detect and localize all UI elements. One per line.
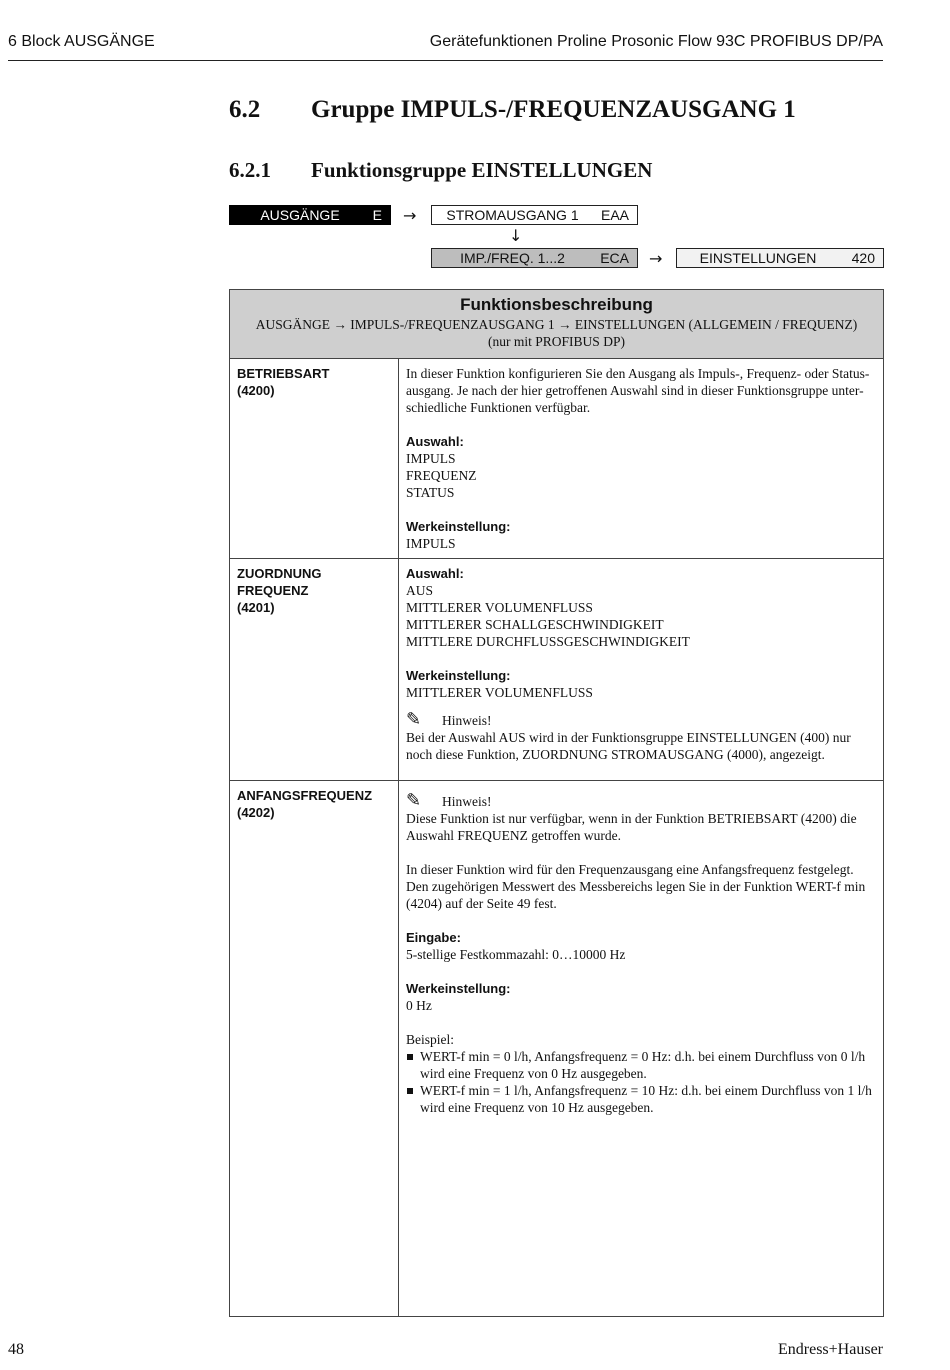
- section-number: 6.2: [229, 96, 261, 123]
- function-name-cell: [230, 359, 399, 559]
- hint-block: [406, 792, 876, 844]
- werkeinstellung-label: Werkeinstellung:: [406, 668, 511, 683]
- running-header-title: Gerätefunktionen Proline Prosonic Flow 93C PROFIBUS DP/PA: [429, 33, 883, 50]
- function-description-cell: [399, 359, 884, 559]
- eingabe-value: 5-stellige Festkommazahl: 0…10000 Hz: [406, 947, 626, 962]
- function-name: BETRIEBSART: [237, 366, 330, 381]
- running-header-chapter: 6 Block AUSGÄNGE: [8, 33, 155, 50]
- hint-label: Hinweis!: [442, 794, 492, 809]
- pencil-icon: ✎: [406, 790, 422, 811]
- function-number: (4202): [237, 805, 275, 820]
- nav-arrow-down: ↓: [509, 226, 523, 245]
- subsection-number: 6.2.1: [229, 158, 271, 182]
- option-item: MITTLERER VOLUMENFLUSS: [406, 600, 593, 615]
- brand-name: Endress+Hauser: [778, 1341, 883, 1358]
- option-item: STATUS: [406, 485, 455, 500]
- function-name: ANFANGSFREQUENZ: [237, 788, 373, 803]
- function-name: FREQUENZ: [237, 583, 309, 598]
- table-title: Funktionsbeschreibung: [460, 295, 653, 314]
- function-description-cell: [399, 559, 884, 781]
- nav-arrow-right-2: →: [649, 249, 663, 268]
- nav-group2-code: ECA: [600, 250, 629, 266]
- beispiel-label: Beispiel:: [406, 1032, 454, 1047]
- pencil-icon: ✎: [406, 709, 422, 730]
- nav-arrow-right-1: →: [403, 206, 417, 225]
- nav-block-box: [229, 205, 391, 225]
- table-menu-path: AUSGÄNGE → IMPULS-/FREQUENZAUSGANG 1 → EINSTELLUNGEN (ALLGEMEIN / FREQUENZ): [255, 317, 858, 332]
- nav-group1-label: STROMAUSGANG 1: [446, 207, 579, 223]
- eingabe-label: Eingabe:: [406, 930, 461, 945]
- nav-block-label: AUSGÄNGE: [260, 207, 340, 223]
- auswahl-label: Auswahl:: [406, 566, 464, 581]
- function-name-cell: [230, 559, 399, 781]
- table-row: [230, 359, 884, 559]
- function-number: (4201): [237, 600, 275, 615]
- section-heading: [229, 96, 796, 124]
- werkeinstellung-label: Werkeinstellung:: [406, 519, 511, 534]
- table-note: (nur mit PROFIBUS DP): [488, 334, 625, 349]
- option-item: MITTLERER SCHALLGESCHWINDIGKEIT: [406, 617, 664, 632]
- option-item: AUS: [406, 583, 434, 598]
- auswahl-label: Auswahl:: [406, 434, 464, 449]
- nav-group2-label: IMP./FREQ. 1...2: [460, 250, 565, 266]
- werkeinstellung-label: Werkeinstellung:: [406, 981, 511, 996]
- hint-label: Hinweis!: [442, 713, 492, 728]
- nav-group1-box: [431, 205, 638, 225]
- function-table: [229, 289, 884, 1317]
- werkeinstellung-value: MITTLERER VOLUMENFLUSS: [406, 685, 593, 700]
- nav-block-code: E: [372, 207, 382, 223]
- nav-funcgroup-box: [676, 248, 884, 268]
- table-row: [230, 781, 884, 1317]
- description-text: In dieser Funktion wird für den Frequenzausgang eine Anfangsfrequenz festgelegt. Den zugehörigen Messwert des Messbereichs legen Sie in der Funktion WERT-f min (4204) auf der Seite 49 fest.: [406, 862, 866, 911]
- example-list: [406, 1048, 876, 1116]
- hint-text: Bei der Auswahl AUS wird in der Funktionsgruppe EINSTELLUNGEN (400) nur noch diese Funktion, ZUORDNUNG STROMAUSGANG (4000), angezeigt.: [406, 730, 851, 762]
- section-title: Gruppe IMPULS-/FREQUENZAUSGANG 1: [311, 96, 796, 123]
- subsection-title: Funktionsgruppe EINSTELLUNGEN: [311, 158, 653, 182]
- nav-group1-code: EAA: [600, 207, 629, 223]
- hint-block: [406, 711, 876, 763]
- function-name: ZUORDNUNG: [237, 566, 322, 581]
- nav-funcgroup-code: 420: [851, 250, 875, 266]
- header-rule: [8, 60, 883, 61]
- option-item: MITTLERE DURCHFLUSSGESCHWINDIGKEIT: [406, 634, 690, 649]
- description-text: In dieser Funktion konfigurieren Sie den Ausgang als Impuls-, Frequenz- oder Status-ausgang. Je nach der hier getroffenen Auswahl sind in dieser Funktionsgruppe unter-schiedliche Funktionen verfügbar.: [406, 366, 870, 415]
- werkeinstellung-value: 0 Hz: [406, 998, 432, 1013]
- hint-text: Diese Funktion ist nur verfügbar, wenn in der Funktion BETRIEBSART (4200) die Auswahl FREQUENZ getroffen wurde.: [406, 811, 857, 843]
- function-description-cell: [399, 781, 884, 1317]
- nav-group2-box: [431, 248, 638, 268]
- example-item: WERT-f min = 0 l/h, Anfangsfrequenz = 0 Hz: d.h. bei einem Durchfluss von 0 l/h wird eine Frequenz von 0 Hz ausgegeben.: [406, 1048, 876, 1082]
- function-name-cell: [230, 781, 399, 1317]
- option-item: FREQUENZ: [406, 468, 477, 483]
- example-item: WERT-f min = 1 l/h, Anfangsfrequenz = 10 Hz: d.h. bei einem Durchfluss von 1 l/h wird eine Frequenz von 10 Hz ausgegeben.: [406, 1082, 876, 1116]
- subsection-heading: [229, 158, 652, 183]
- werkeinstellung-value: IMPULS: [406, 536, 456, 551]
- nav-funcgroup-label: EINSTELLUNGEN: [699, 250, 817, 266]
- table-row: [230, 559, 884, 781]
- page-number: 48: [8, 1341, 24, 1358]
- function-number: (4200): [237, 383, 275, 398]
- table-header: [230, 290, 884, 359]
- option-item: IMPULS: [406, 451, 456, 466]
